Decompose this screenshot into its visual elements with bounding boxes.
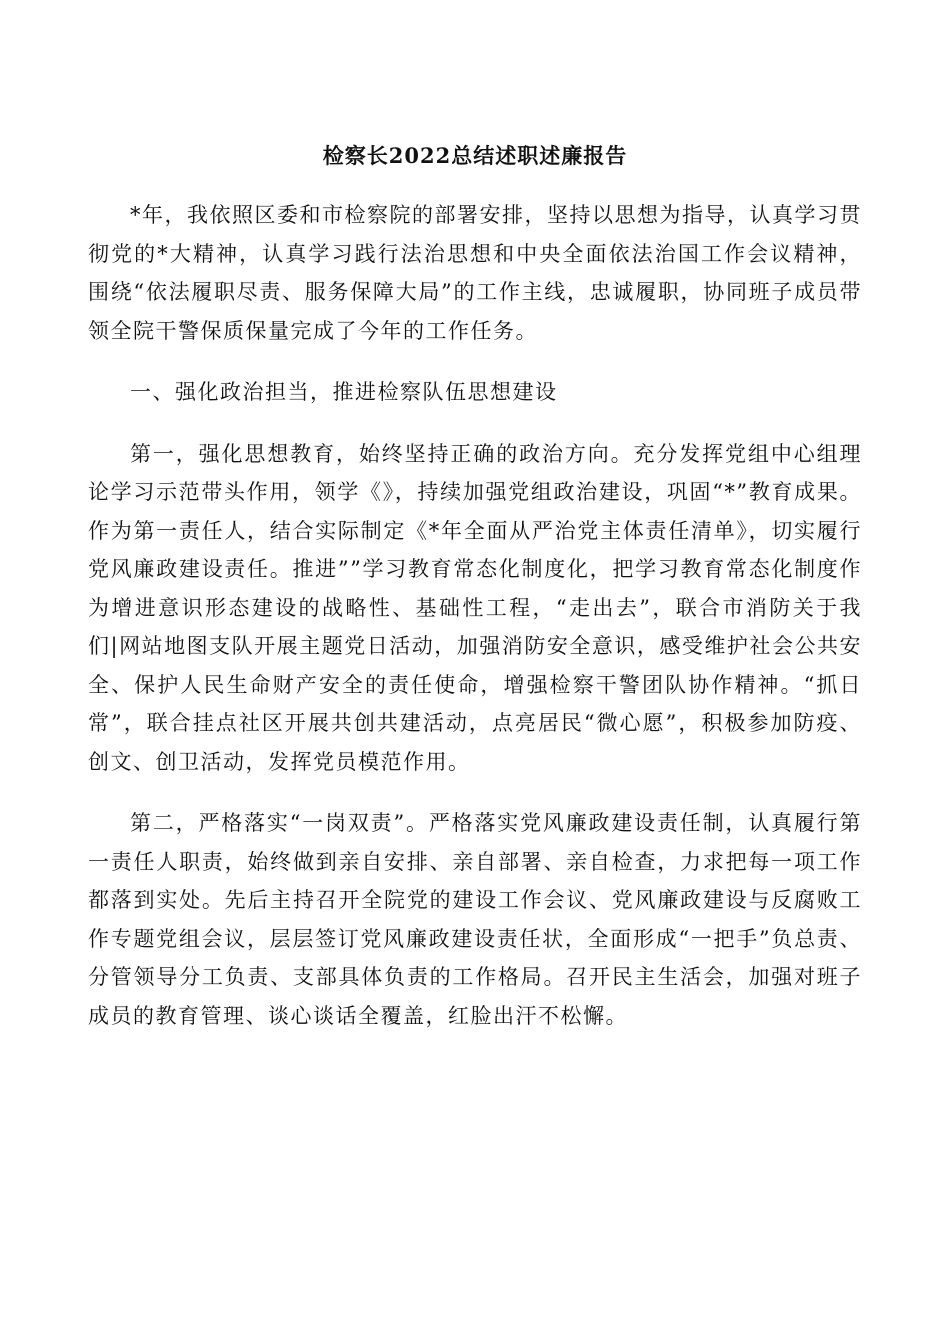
document-title: 检察长2022总结述职述廉报告 [322,143,628,168]
section-heading-1: 一、强化政治担当，推进检察队伍思想建设 [130,380,558,404]
paragraph-intro: *年，我依照区委和市检察院的部署安排，坚持以思想为指导，认真学习贯彻党的*大精神，认真学习践行法治思想和中央全面依法治国工作会议精神，围绕“依法履职尽责、服务保障大局”的工作主线，忠诚履职，协同班子成员带领全院干警保质保量完成了今年的工作任务。 [88,203,862,343]
paragraph-first: 第一，强化思想教育，始终坚持正确的政治方向。充分发挥党组中心组理论学习示范带头作用，领学《》，持续加强党组政治建设，巩固“*”教育成果。作为第一责任人，结合实际制定《*年全面从严治党主体责任清单》，切实履行党风廉政建设责任。推进””学习教育常态化制度化，把学习教育常态化制度作为增进意识形态建设的战略性、基础性工程，“走出去”，联合市消防关于我们|网站地图支队开展主题党日活动，加强消防安全意识，感受维护社会公共安全、保护人民生命财产安全的责任使命，增强检察干警团队协作精神。“抓日常”，联合挂点社区开展共创共建活动，点亮居民“微心愿”，积极参加防疫、创文、创卫活动，发挥党员模范作用。 [88,441,862,774]
paragraph-second: 第二，严格落实“一岗双责”。严格落实党风廉政建设责任制，认真履行第一责任人职责，始终做到亲自安排、亲自部署、亲自检查，力求把每一项工作都落到实处。先后主持召开全院党的建设工作会议、党风廉政建设与反腐败工作专题党组会议，层层签订党风廉政建设责任状，全面形成“一把手”负总责、分管领导分工负责、支部具体负责的工作格局。召开民主生活会，加强对班子成员的教育管理、谈心谈话全覆盖，红脸出汗不松懈。 [88,811,862,1028]
document-page [88,138,862,1058]
